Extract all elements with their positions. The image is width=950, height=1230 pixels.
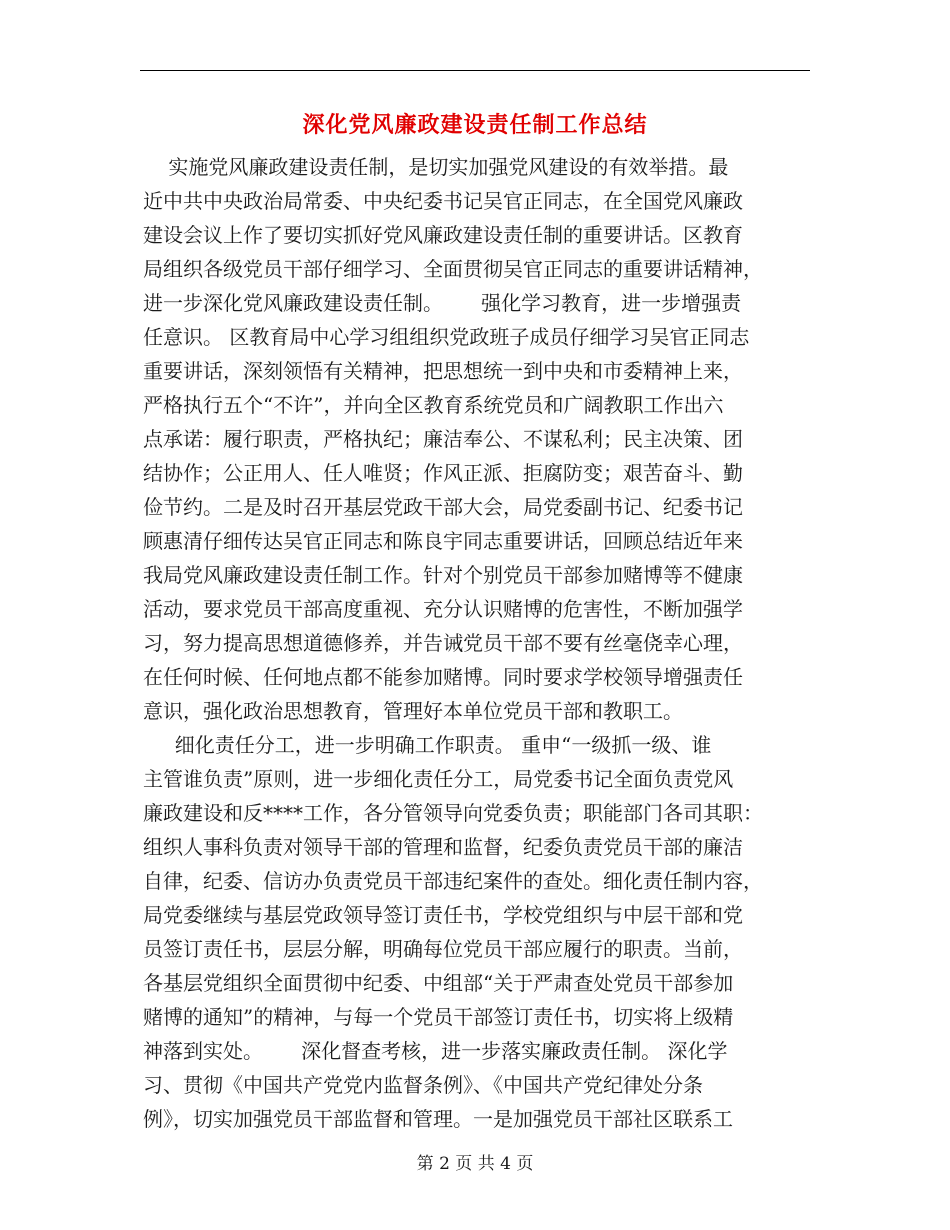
body-line: 实施党风廉政建设责任制，是切实加强党风建设的有效举措。最 (143, 155, 729, 179)
body-line: 近中共中央政治局常委、中央纪委书记吴官正同志，在全国党风廉政 (143, 189, 743, 213)
body-line: 建设会议上作了要切实抓好党风廉政建设责任制的重要讲话。区教育 (143, 223, 743, 247)
body-line: 严格执行五个“不许”，并向全区教育系统党员和广阔教职工作出六 (143, 393, 724, 417)
body-line: 任意识。 区教育局中心学习组组织党政班子成员仔细学习吴官正同志 (143, 325, 750, 349)
header-rule (140, 70, 810, 71)
body-line: 习，努力提高思想道德修养，并告诫党员干部不要有丝毫侥幸心理， (143, 631, 743, 655)
body-line: 进一步深化党风廉政建设责任制。 强化学习教育，进一步增强责 (143, 291, 742, 315)
body-line: 局党委继续与基层党政领导签订责任书，学校党组织与中层干部和党 (143, 903, 743, 927)
body-line: 神落到实处。 深化督查考核，进一步落实廉政责任制。 深化学 (143, 1039, 728, 1063)
body-line: 顾惠清仔细传达吴官正同志和陈良宇同志重要讲话，回顾总结近年来 (143, 529, 743, 553)
body-line: 各基层党组织全面贯彻中纪委、中组部“关于严肃查处党员干部参加 (143, 971, 734, 995)
body-line: 俭节约。二是及时召开基层党政干部大会，局党委副书记、纪委书记 (143, 495, 743, 519)
body-line: 在任何时候、任何地点都不能参加赌博。同时要求学校领导增强责任 (143, 665, 743, 689)
body-line: 结协作；公正用人、任人唯贤；作风正派、拒腐防变；艰苦奋斗、勤 (143, 461, 743, 485)
body-line: 重要讲话，深刻领悟有关精神，把思想统一到中央和市委精神上来， (143, 359, 743, 383)
body-line: 我局党风廉政建设责任制工作。针对个别党员干部参加赌博等不健康 (143, 563, 743, 587)
body-line: 活动，要求党员干部高度重视、充分认识赌博的危害性，不断加强学 (143, 597, 743, 621)
body-line: 局组织各级党员干部仔细学习、全面贯彻吴官正同志的重要讲话精神， (143, 257, 763, 281)
body-line: 细化责任分工，进一步明确工作职责。 重申“一级抓一级、谁 (143, 733, 712, 757)
body-line: 点承诺：履行职责，严格执纪；廉洁奉公、不谋私利；民主决策、团 (143, 427, 743, 451)
body-line: 组织人事科负责对领导干部的管理和监督，纪委负责党员干部的廉洁 (143, 835, 743, 859)
body-line: 习、贯彻《中国共产党党内监督条例》、《中国共产党纪律处分条 (143, 1073, 703, 1097)
body-line: 员签订责任书，层层分解，明确每位党员干部应履行的职责。当前， (143, 937, 743, 961)
body-line: 廉政建设和反****工作，各分管领导向党委负责；职能部门各司其职： (143, 801, 763, 825)
body-line: 例》，切实加强党员干部监督和管理。一是加强党员干部社区联系工 (143, 1107, 733, 1131)
document-title: 深化党风廉政建设责任制工作总结 (302, 112, 648, 138)
body-line: 意识，强化政治思想教育，管理好本单位党员干部和教职工。 (143, 699, 683, 723)
body-line: 自律，纪委、信访办负责党员干部违纪案件的查处。细化责任制内容， (143, 869, 763, 893)
document-body (143, 150, 797, 1136)
body-line: 主管谁负责”原则，进一步细化责任分工，局党委书记全面负责党风 (143, 767, 734, 791)
body-line: 赌博的通知”的精神，与每一个党员干部签订责任书，切实将上级精 (143, 1005, 734, 1029)
page-number-footer: 第 2 页 共 4 页 (416, 1154, 534, 1174)
